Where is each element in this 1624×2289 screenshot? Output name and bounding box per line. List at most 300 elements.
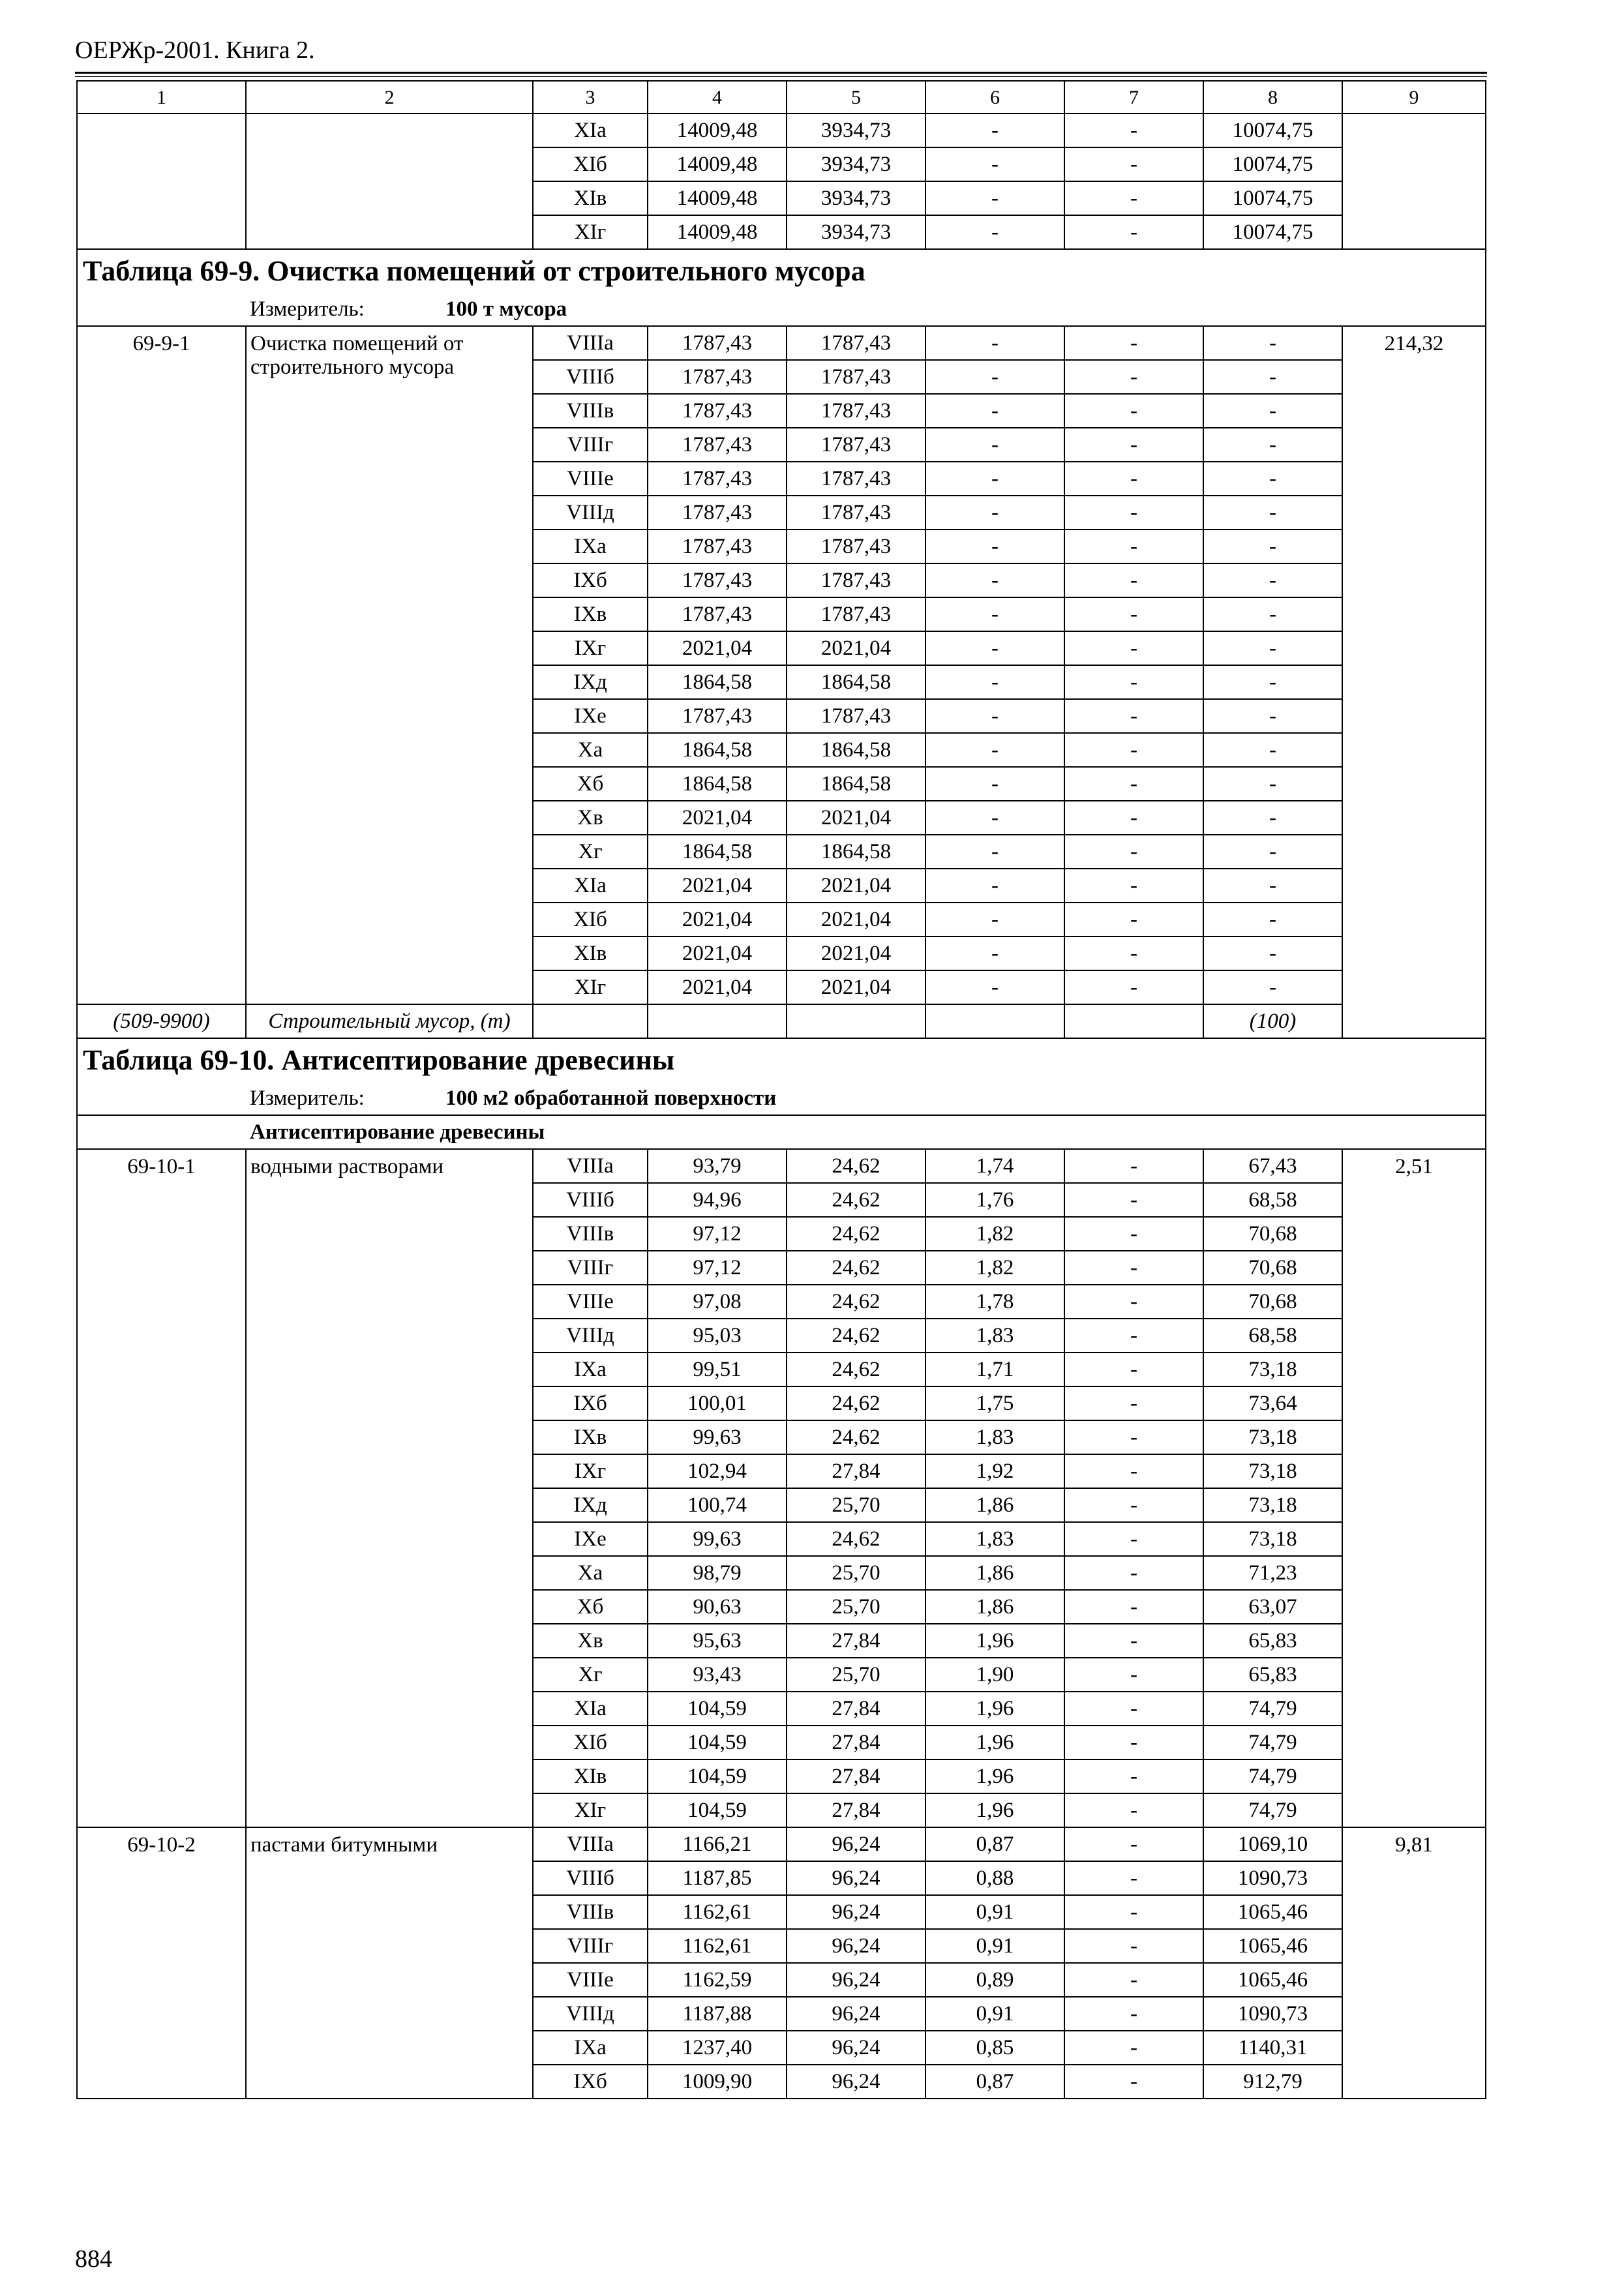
value-cell: 1864,58 xyxy=(787,665,925,699)
column-number: 9 xyxy=(1342,81,1486,113)
value-cell: 0,91 xyxy=(925,1997,1064,2031)
value-cell: - xyxy=(925,699,1064,733)
zone-code: VIIIв xyxy=(533,394,648,428)
value-cell: 25,70 xyxy=(787,1556,925,1590)
value-cell: 0,87 xyxy=(925,1827,1064,1861)
value-cell: 24,62 xyxy=(787,1353,925,1386)
value-cell: 1,96 xyxy=(925,1624,1064,1658)
value-cell: - xyxy=(1064,1658,1203,1692)
value-cell: 1787,43 xyxy=(787,326,925,360)
value-cell: - xyxy=(1064,428,1203,462)
value-cell: - xyxy=(1203,631,1342,665)
value-cell: 73,18 xyxy=(1203,1454,1342,1488)
value-cell: 24,62 xyxy=(787,1183,925,1217)
zone-code: XIа xyxy=(533,1692,648,1726)
value-cell: - xyxy=(925,733,1064,767)
zone-code: XIг xyxy=(533,970,648,1004)
value-cell: 2021,04 xyxy=(787,631,925,665)
value-cell: 1,96 xyxy=(925,1759,1064,1793)
zone-code: Xв xyxy=(533,801,648,835)
value-cell: - xyxy=(1064,1217,1203,1251)
resource-quantity: (100) xyxy=(1203,1004,1342,1038)
value-cell: 96,24 xyxy=(787,2031,925,2065)
value-cell: 25,70 xyxy=(787,1590,925,1624)
zone-code: Xг xyxy=(533,1658,648,1692)
value-cell: - xyxy=(1064,394,1203,428)
table-69-10-meter-row xyxy=(77,1082,1486,1115)
value-cell: 27,84 xyxy=(787,1793,925,1827)
zone-code: VIIIа xyxy=(533,1149,648,1183)
value-cell: 1864,58 xyxy=(648,767,787,801)
value-cell: 70,68 xyxy=(1203,1251,1342,1285)
value-cell: 95,63 xyxy=(648,1624,787,1658)
column-number: 8 xyxy=(1203,81,1342,113)
zone-code: XIг xyxy=(533,1793,648,1827)
zone-code: Xа xyxy=(533,1556,648,1590)
zone-code: VIIIе xyxy=(533,462,648,496)
value-cell: 1787,43 xyxy=(787,496,925,530)
value-cell: 14009,48 xyxy=(648,181,787,215)
value-cell: - xyxy=(1064,1793,1203,1827)
column-number: 2 xyxy=(246,81,533,113)
value-cell: - xyxy=(1203,530,1342,563)
rate-code: 69-10-2 xyxy=(77,1827,246,2099)
value-cell: 1162,59 xyxy=(648,1963,787,1997)
table-row xyxy=(77,113,1486,147)
rate-code: 69-10-1 xyxy=(77,1149,246,1827)
value-cell: - xyxy=(925,903,1064,936)
value-cell: 1,96 xyxy=(925,1793,1064,1827)
meter-label: Измеритель: xyxy=(250,1086,365,1110)
value-cell: 70,68 xyxy=(1203,1285,1342,1319)
value-cell: - xyxy=(925,113,1064,147)
value-cell: 1864,58 xyxy=(787,835,925,869)
table-69-10-title: Таблица 69-10. Антисептирование древесины xyxy=(77,1038,1486,1082)
zone-code: IXа xyxy=(533,1353,648,1386)
zone-code: Xб xyxy=(533,1590,648,1624)
value-cell: - xyxy=(925,181,1064,215)
value-cell: - xyxy=(1064,530,1203,563)
value-cell: 1140,31 xyxy=(1203,2031,1342,2065)
value-cell: 1,86 xyxy=(925,1488,1064,1522)
value-cell: - xyxy=(1203,733,1342,767)
value-cell: 27,84 xyxy=(787,1624,925,1658)
value-cell: 2021,04 xyxy=(787,801,925,835)
value-cell: - xyxy=(1203,462,1342,496)
value-cell: 68,58 xyxy=(1203,1319,1342,1353)
value-cell: 97,08 xyxy=(648,1285,787,1319)
value-cell: 2021,04 xyxy=(648,970,787,1004)
value-cell: 24,62 xyxy=(787,1217,925,1251)
value-cell: 1237,40 xyxy=(648,2031,787,2065)
value-cell: - xyxy=(925,665,1064,699)
value-cell: 2021,04 xyxy=(787,903,925,936)
value-cell: - xyxy=(1203,970,1342,1004)
value-cell: 10074,75 xyxy=(1203,215,1342,249)
value-cell: 90,63 xyxy=(648,1590,787,1624)
value-cell: 99,63 xyxy=(648,1420,787,1454)
value-cell: 24,62 xyxy=(787,1522,925,1556)
value-cell: 100,01 xyxy=(648,1386,787,1420)
value-cell: 1,86 xyxy=(925,1556,1064,1590)
value-cell: 1864,58 xyxy=(648,835,787,869)
value-cell: - xyxy=(1064,767,1203,801)
value-cell: 24,62 xyxy=(787,1420,925,1454)
empty-cell xyxy=(787,1004,925,1038)
value-cell: - xyxy=(1064,1759,1203,1793)
value-cell: - xyxy=(1064,1522,1203,1556)
resource-description: Строительный мусор, (т) xyxy=(246,1004,533,1038)
value-cell: - xyxy=(925,496,1064,530)
value-cell: 1864,58 xyxy=(787,733,925,767)
value-cell: - xyxy=(925,767,1064,801)
value-cell: - xyxy=(1064,462,1203,496)
value-cell: - xyxy=(1064,181,1203,215)
value-cell: 27,84 xyxy=(787,1692,925,1726)
value-cell: 1,78 xyxy=(925,1285,1064,1319)
value-cell: 93,79 xyxy=(648,1149,787,1183)
value-cell: - xyxy=(1064,1556,1203,1590)
table-row xyxy=(77,1827,1486,1861)
empty-cell xyxy=(925,1004,1064,1038)
rate-description xyxy=(246,113,533,249)
value-cell: - xyxy=(1203,936,1342,970)
value-cell: - xyxy=(1064,1827,1203,1861)
value-cell: 2021,04 xyxy=(648,903,787,936)
value-cell: 1787,43 xyxy=(648,496,787,530)
value-cell: 10074,75 xyxy=(1203,147,1342,181)
value-cell: 27,84 xyxy=(787,1759,925,1793)
value-cell: 1,83 xyxy=(925,1420,1064,1454)
value-cell: 99,51 xyxy=(648,1353,787,1386)
rate-description: Очистка помещений от строительного мусора xyxy=(246,326,533,1004)
rate-code: 69-9-1 xyxy=(77,326,246,1004)
value-cell: 1787,43 xyxy=(648,394,787,428)
value-cell: - xyxy=(925,597,1064,631)
value-cell: 25,70 xyxy=(787,1658,925,1692)
value-cell: 65,83 xyxy=(1203,1624,1342,1658)
zone-code: XIа xyxy=(533,113,648,147)
value-cell: - xyxy=(925,563,1064,597)
zone-code: XIб xyxy=(533,147,648,181)
value-cell: - xyxy=(1064,1488,1203,1522)
table-69-10-subtitle: Антисептирование древесины xyxy=(77,1115,1486,1149)
empty-cell xyxy=(648,1004,787,1038)
zone-code: XIв xyxy=(533,181,648,215)
rate-description: водными растворами xyxy=(246,1149,533,1827)
zone-code: VIIIб xyxy=(533,360,648,394)
value-cell: - xyxy=(1064,2065,1203,2099)
value-cell: 2021,04 xyxy=(648,869,787,903)
value-cell: 74,79 xyxy=(1203,1692,1342,1726)
zone-code: VIIIе xyxy=(533,1285,648,1319)
value-cell: 1065,46 xyxy=(1203,1895,1342,1929)
value-cell: 1864,58 xyxy=(787,767,925,801)
value-cell: 1187,85 xyxy=(648,1861,787,1895)
value-cell: 98,79 xyxy=(648,1556,787,1590)
value-cell: - xyxy=(925,970,1064,1004)
zone-code: VIIIе xyxy=(533,1963,648,1997)
value-cell: 1787,43 xyxy=(648,428,787,462)
value-cell: - xyxy=(1064,1149,1203,1183)
value-cell: 96,24 xyxy=(787,1929,925,1963)
zone-code: XIб xyxy=(533,1726,648,1759)
zone-code: XIб xyxy=(533,903,648,936)
column-9-value: 9,81 xyxy=(1342,1827,1486,2099)
zone-code: Xг xyxy=(533,835,648,869)
value-cell: 104,59 xyxy=(648,1692,787,1726)
value-cell: - xyxy=(925,326,1064,360)
column-number: 6 xyxy=(925,81,1064,113)
value-cell: 1,83 xyxy=(925,1522,1064,1556)
value-cell: 1787,43 xyxy=(648,530,787,563)
value-cell: 1,75 xyxy=(925,1386,1064,1420)
zone-code: VIIIв xyxy=(533,1895,648,1929)
value-cell: 1,76 xyxy=(925,1183,1064,1217)
value-cell: - xyxy=(1203,326,1342,360)
value-cell: 96,24 xyxy=(787,1997,925,2031)
value-cell: 1787,43 xyxy=(787,462,925,496)
value-cell: - xyxy=(1064,1963,1203,1997)
zone-code: Xб xyxy=(533,767,648,801)
value-cell: 68,58 xyxy=(1203,1183,1342,1217)
value-cell: - xyxy=(1203,835,1342,869)
value-cell: 1787,43 xyxy=(648,326,787,360)
zone-code: VIIIг xyxy=(533,1929,648,1963)
table-69-9-title-row xyxy=(77,249,1486,293)
value-cell: 96,24 xyxy=(787,2065,925,2099)
zone-code: Xа xyxy=(533,733,648,767)
value-cell: - xyxy=(1064,903,1203,936)
value-cell: - xyxy=(1203,699,1342,733)
value-cell: 100,74 xyxy=(648,1488,787,1522)
value-cell: - xyxy=(1064,1420,1203,1454)
value-cell: 96,24 xyxy=(787,1963,925,1997)
value-cell: - xyxy=(925,530,1064,563)
value-cell: 1787,43 xyxy=(648,563,787,597)
value-cell: - xyxy=(1064,1183,1203,1217)
value-cell: - xyxy=(925,869,1064,903)
zone-code: IXд xyxy=(533,665,648,699)
value-cell: - xyxy=(1064,665,1203,699)
column-9-value xyxy=(1342,113,1486,249)
value-cell: 3934,73 xyxy=(787,147,925,181)
value-cell: - xyxy=(1064,1997,1203,2031)
zone-code: VIIIб xyxy=(533,1861,648,1895)
zone-code: IXд xyxy=(533,1488,648,1522)
value-cell: - xyxy=(925,631,1064,665)
value-cell: 912,79 xyxy=(1203,2065,1342,2099)
value-cell: 10074,75 xyxy=(1203,113,1342,147)
value-cell: - xyxy=(925,428,1064,462)
value-cell: 1787,43 xyxy=(787,360,925,394)
value-cell: 1162,61 xyxy=(648,1895,787,1929)
column-number: 5 xyxy=(787,81,925,113)
value-cell: - xyxy=(1203,903,1342,936)
value-cell: 2021,04 xyxy=(787,936,925,970)
value-cell: - xyxy=(1203,767,1342,801)
value-cell: - xyxy=(925,215,1064,249)
zone-code: IXб xyxy=(533,1386,648,1420)
value-cell: 73,18 xyxy=(1203,1353,1342,1386)
zone-code: VIIIб xyxy=(533,1183,648,1217)
page-number: 884 xyxy=(75,2245,112,2273)
zone-code: VIIIв xyxy=(533,1217,648,1251)
value-cell: 65,83 xyxy=(1203,1658,1342,1692)
value-cell: 1787,43 xyxy=(648,360,787,394)
value-cell: 93,43 xyxy=(648,1658,787,1692)
zone-code: IXб xyxy=(533,2065,648,2099)
zone-code: VIIIг xyxy=(533,1251,648,1285)
value-cell: 24,62 xyxy=(787,1319,925,1353)
value-cell: 1,90 xyxy=(925,1658,1064,1692)
value-cell: 104,59 xyxy=(648,1759,787,1793)
value-cell: - xyxy=(1203,563,1342,597)
zone-code: IXв xyxy=(533,597,648,631)
table-69-10-subtitle-row xyxy=(77,1115,1486,1149)
value-cell: 25,70 xyxy=(787,1488,925,1522)
value-cell: - xyxy=(1203,801,1342,835)
value-cell: - xyxy=(1064,1861,1203,1895)
zone-code: XIа xyxy=(533,869,648,903)
value-cell: - xyxy=(1064,360,1203,394)
value-cell: - xyxy=(1203,428,1342,462)
value-cell: - xyxy=(1064,563,1203,597)
value-cell: 74,79 xyxy=(1203,1793,1342,1827)
value-cell: 27,84 xyxy=(787,1454,925,1488)
zone-code: IXе xyxy=(533,1522,648,1556)
value-cell: - xyxy=(1064,631,1203,665)
value-cell: 1,96 xyxy=(925,1726,1064,1759)
zone-code: IXг xyxy=(533,1454,648,1488)
zone-code: XIв xyxy=(533,1759,648,1793)
value-cell: 0,91 xyxy=(925,1929,1064,1963)
value-cell: 73,64 xyxy=(1203,1386,1342,1420)
table-69-9-meter xyxy=(77,293,1486,326)
value-cell: - xyxy=(1064,1692,1203,1726)
value-cell: 1090,73 xyxy=(1203,1861,1342,1895)
value-cell: 1864,58 xyxy=(648,665,787,699)
value-cell: 74,79 xyxy=(1203,1726,1342,1759)
value-cell: - xyxy=(1064,2031,1203,2065)
zone-code: VIIIг xyxy=(533,428,648,462)
value-cell: 97,12 xyxy=(648,1251,787,1285)
zone-code: VIIIа xyxy=(533,1827,648,1861)
value-cell: 94,96 xyxy=(648,1183,787,1217)
table-row xyxy=(77,326,1486,360)
value-cell: 63,07 xyxy=(1203,1590,1342,1624)
value-cell: 1787,43 xyxy=(787,597,925,631)
resource-code: (509-9900) xyxy=(77,1004,246,1038)
value-cell: 2021,04 xyxy=(648,631,787,665)
value-cell: 2021,04 xyxy=(787,869,925,903)
value-cell: - xyxy=(1203,869,1342,903)
value-cell: 1787,43 xyxy=(787,563,925,597)
value-cell: 104,59 xyxy=(648,1793,787,1827)
value-cell: - xyxy=(925,835,1064,869)
value-cell: 73,18 xyxy=(1203,1522,1342,1556)
value-cell: 1009,90 xyxy=(648,2065,787,2099)
value-cell: 27,84 xyxy=(787,1726,925,1759)
value-cell: 1,82 xyxy=(925,1217,1064,1251)
zone-code: IXб xyxy=(533,563,648,597)
value-cell: 1787,43 xyxy=(787,394,925,428)
table-69-9-title: Таблица 69-9. Очистка помещений от строительного мусора xyxy=(77,249,1486,293)
zone-code: VIIIд xyxy=(533,1319,648,1353)
value-cell: - xyxy=(1064,147,1203,181)
value-cell: 24,62 xyxy=(787,1251,925,1285)
value-cell: 1162,61 xyxy=(648,1929,787,1963)
value-cell: - xyxy=(1203,394,1342,428)
zone-code: VIIIа xyxy=(533,326,648,360)
zone-code: Xв xyxy=(533,1624,648,1658)
value-cell: 1864,58 xyxy=(648,733,787,767)
rate-description: пастами битумными xyxy=(246,1827,533,2099)
value-cell: - xyxy=(1064,113,1203,147)
value-cell: 1069,10 xyxy=(1203,1827,1342,1861)
value-cell: 73,18 xyxy=(1203,1420,1342,1454)
value-cell: 74,79 xyxy=(1203,1759,1342,1793)
value-cell: - xyxy=(1064,1624,1203,1658)
value-cell: 14009,48 xyxy=(648,147,787,181)
value-cell: - xyxy=(1064,1454,1203,1488)
value-cell: 104,59 xyxy=(648,1726,787,1759)
value-cell: 1,96 xyxy=(925,1692,1064,1726)
column-number: 7 xyxy=(1064,81,1203,113)
value-cell: - xyxy=(1064,496,1203,530)
document-header: ОЕРЖр-2001. Книга 2. xyxy=(75,37,315,64)
value-cell: - xyxy=(1064,1251,1203,1285)
value-cell: 67,43 xyxy=(1203,1149,1342,1183)
value-cell: 14009,48 xyxy=(648,113,787,147)
value-cell: - xyxy=(1064,1353,1203,1386)
value-cell: - xyxy=(1064,326,1203,360)
value-cell: 0,87 xyxy=(925,2065,1064,2099)
zone-code: XIг xyxy=(533,215,648,249)
value-cell: 1,83 xyxy=(925,1319,1064,1353)
value-cell: - xyxy=(1064,1895,1203,1929)
value-cell: 95,03 xyxy=(648,1319,787,1353)
value-cell: - xyxy=(1064,970,1203,1004)
value-cell: 1,86 xyxy=(925,1590,1064,1624)
value-cell: 24,62 xyxy=(787,1285,925,1319)
header-rule xyxy=(75,72,1487,74)
value-cell: - xyxy=(1064,1726,1203,1759)
value-cell: 1,92 xyxy=(925,1454,1064,1488)
zone-code: VIIIд xyxy=(533,496,648,530)
value-cell: 1787,43 xyxy=(787,530,925,563)
value-cell: - xyxy=(925,936,1064,970)
rate-code xyxy=(77,113,246,249)
value-cell: 97,12 xyxy=(648,1217,787,1251)
value-cell: 14009,48 xyxy=(648,215,787,249)
value-cell: - xyxy=(1203,597,1342,631)
table-69-10-meter xyxy=(77,1082,1486,1115)
value-cell: - xyxy=(1064,597,1203,631)
zone-code: IXв xyxy=(533,1420,648,1454)
empty-cell xyxy=(533,1004,648,1038)
value-cell: - xyxy=(925,462,1064,496)
value-cell: 73,18 xyxy=(1203,1488,1342,1522)
value-cell: - xyxy=(925,801,1064,835)
zone-code: IXг xyxy=(533,631,648,665)
value-cell: - xyxy=(925,360,1064,394)
value-cell: - xyxy=(1064,869,1203,903)
value-cell: 3934,73 xyxy=(787,113,925,147)
value-cell: 1787,43 xyxy=(787,699,925,733)
column-9-value: 2,51 xyxy=(1342,1149,1486,1827)
value-cell: 2021,04 xyxy=(648,936,787,970)
